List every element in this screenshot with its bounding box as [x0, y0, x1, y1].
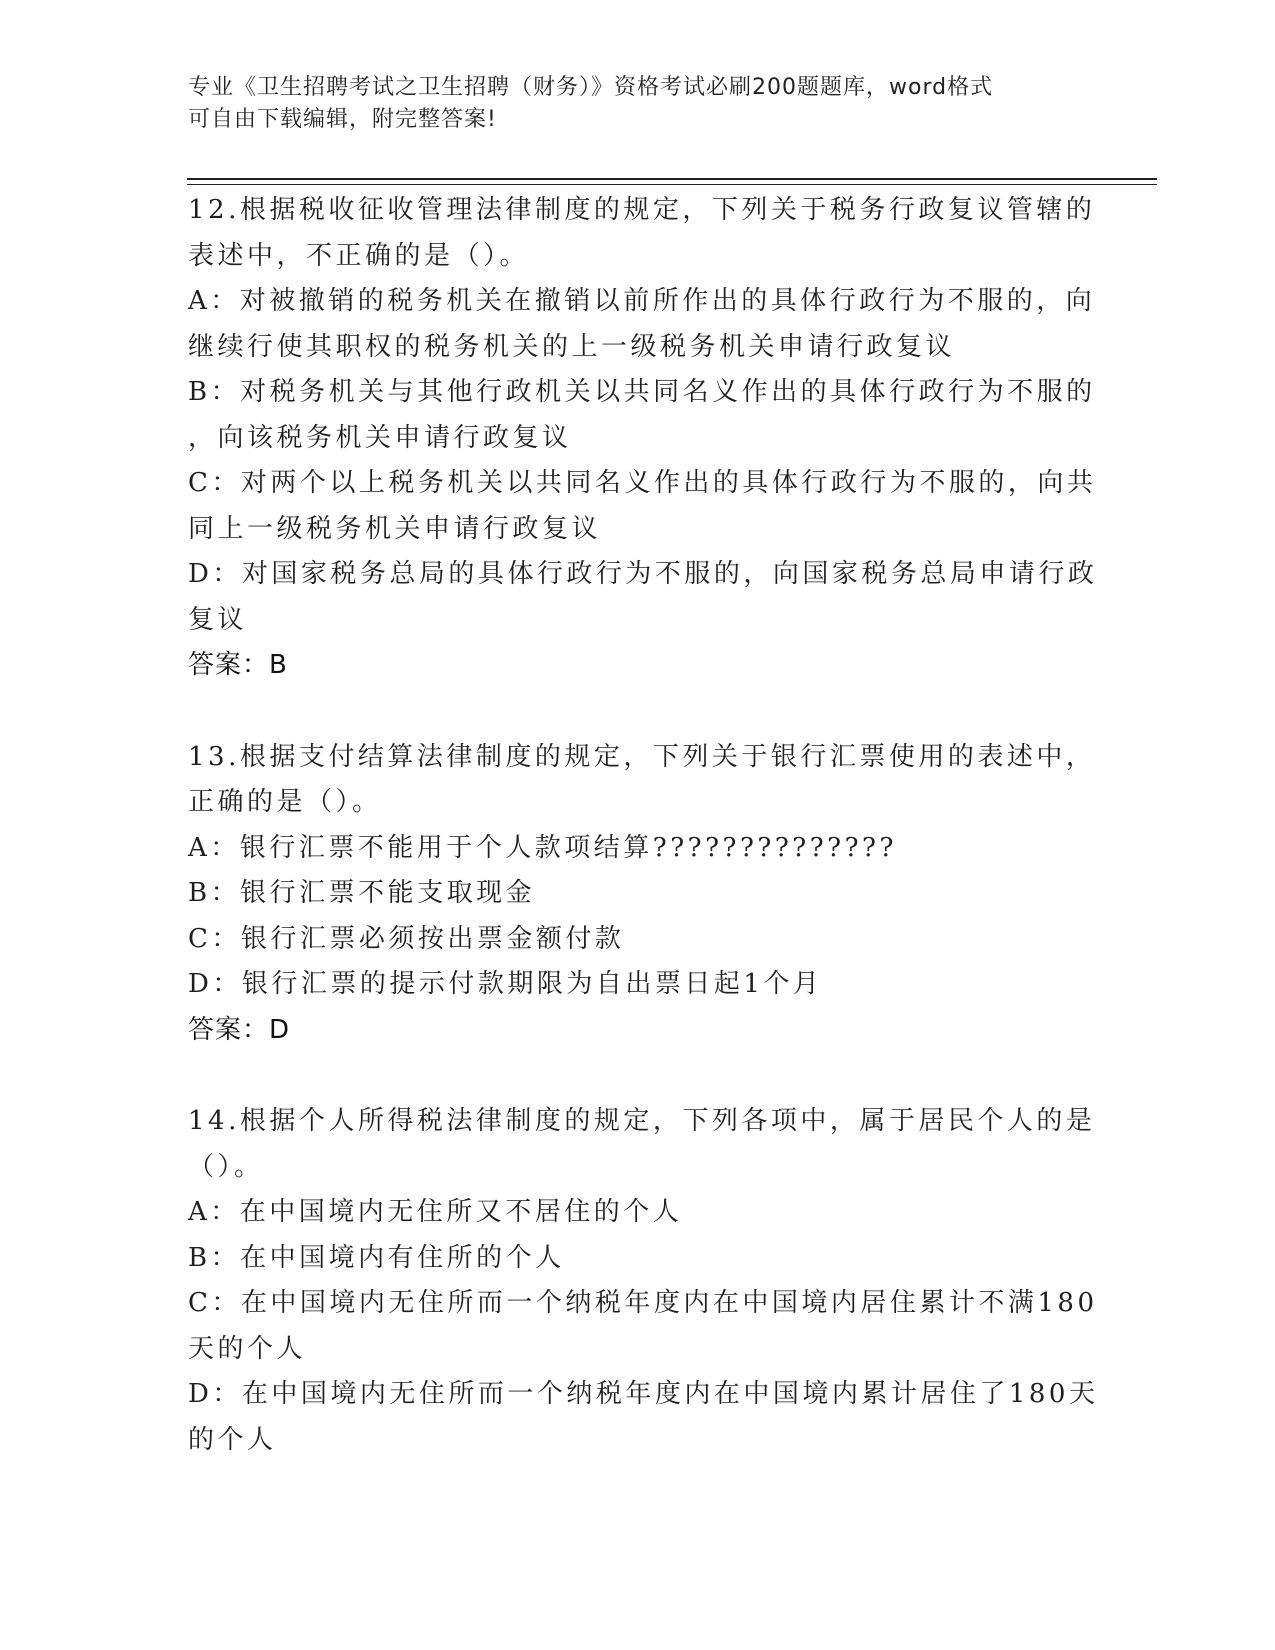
- option-d-line: 的个人: [188, 1424, 277, 1455]
- option-b-line: ，向该税务机关申请行政复议: [188, 422, 572, 453]
- document-header: [188, 72, 1068, 136]
- question-stem-line: （）。: [188, 1151, 264, 1182]
- question-13: [188, 735, 1096, 1054]
- question-list: [188, 188, 1099, 1463]
- option-b-line: B：在中国境内有住所的个人: [188, 1242, 565, 1273]
- answer-label: 答案：D: [188, 1014, 291, 1045]
- option-d-line: D：对国家税务总局的具体行政行为不服的，向国家税务总局申请行政: [188, 559, 1098, 589]
- option-a-line: A：银行汇票不能用于个人款项结算??????????????: [188, 832, 897, 863]
- header-line-1: 专业《卫生招聘考试之卫生招聘（财务）》资格考试必刷200题题库，word格式: [188, 75, 994, 100]
- option-a-line: 继续行使其职权的税务机关的上一级税务机关申请行政复议: [188, 331, 956, 362]
- option-a-line: A：在中国境内无住所又不居住的个人: [188, 1197, 683, 1227]
- question-14: [188, 1099, 1099, 1463]
- question-stem-line: 14.根据个人所得税法律制度的规定，下列各项中，属于居民个人的是: [188, 1106, 1096, 1136]
- question-12: [188, 188, 1098, 689]
- option-b-line: B：对税务机关与其他行政机关以共同名义作出的具体行政行为不服的: [188, 377, 1096, 407]
- option-c-line: C：银行汇票必须按出票金额付款: [188, 923, 625, 954]
- option-a-line: A：对被撤销的税务机关在撤销以前所作出的具体行政行为不服的，向: [188, 286, 1096, 316]
- option-c-line: C：在中国境内无住所而一个纳税年度内在中国境内居住累计不满180: [188, 1288, 1098, 1318]
- option-d-line: 复议: [188, 604, 248, 635]
- option-b-line: B：银行汇票不能支取现金: [188, 878, 536, 908]
- answer-label: 答案：B: [188, 650, 288, 680]
- option-c-line: C：对两个以上税务机关以共同名义作出的具体行政行为不服的，向共: [188, 468, 1097, 498]
- question-stem-line: 12.根据税收征收管理法律制度的规定，下列关于税务行政复议管辖的: [188, 195, 1096, 225]
- header-line-2: 可自由下载编辑，附完整答案!: [188, 107, 497, 132]
- header-divider-thick: [187, 178, 1157, 180]
- question-stem-line: 13.根据支付结算法律制度的规定，下列关于银行汇票使用的表述中，: [188, 741, 1096, 772]
- question-stem-line: 表述中，不正确的是（）。: [188, 240, 530, 271]
- option-c-line: 天的个人: [188, 1333, 307, 1364]
- header-divider-thin: [187, 184, 1157, 185]
- question-stem-line: 正确的是（）。: [188, 787, 382, 817]
- option-c-line: 同上一级税务机关申请行政复议: [188, 513, 602, 544]
- option-d-line: D：在中国境内无住所而一个纳税年度内在中国境内累计居住了180天: [188, 1379, 1099, 1409]
- option-d-line: D：银行汇票的提示付款期限为自出票日起1个月: [188, 969, 823, 999]
